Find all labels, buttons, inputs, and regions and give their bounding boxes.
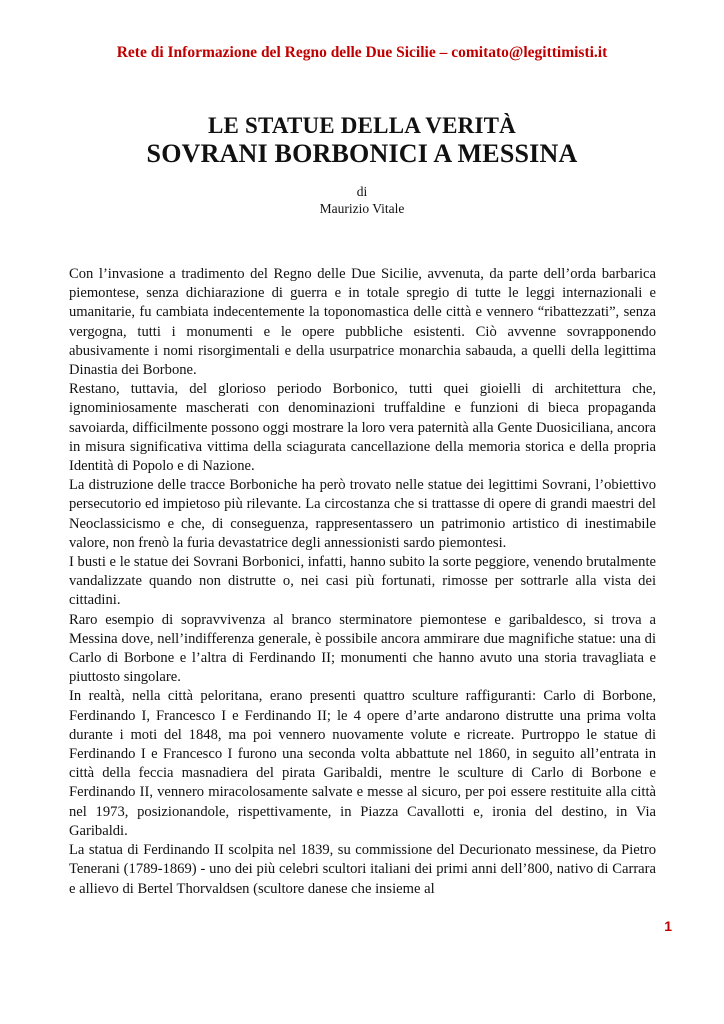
article-body [69,265,656,899]
author-name: Maurizio Vitale [319,201,405,216]
paragraph: Raro esempio di sopravvivenza al branco sterminatore piemontese e garibaldesco, si trova a Messina dove, nell’indifferenza generale, è possibile ancora ammirare due magnifiche statue: una di Carlo di Borbone e l’altra di Ferdinando II; monumenti che hanno avuto una storia travagliata e piuttosto singolare. [69,611,656,686]
page-number: 1 [664,918,672,934]
paragraph: In realtà, nella città peloritana, erano presenti quattro sculture raffiguranti: Carlo di Borbone, Ferdinando I, Francesco I e Ferdinando II; le 4 opere d’arte andarono distrutte una prima volta durante i moti del 1848, ma poi vennero nuovamente volute e ricreate. Purtroppo le statue di Ferdinando I e Francesco I furono una seconda volta abbattute nel 1860, in seguito all’entrata in città della feccia masnadiera del pirata Garibaldi, mentre le sculture di Carlo di Borbone e Ferdinando II, vennero miracolosamente salvate e messe al sicuro, per poi essere restituite alla città nel 1973, posizionandole, rispettivamente, in Piazza Cavallotti e, ironia del destino, in Via Garibaldi. [69,688,656,839]
paragraph: I busti e le statue dei Sovrani Borbonici, infatti, hanno subito la sorte peggiore, venendo brutalmente vandalizzate quando non distrutte o, nei casi più fortunati, rimosse per sottrarle alla vista dei cittadini. [69,554,656,609]
paragraph: La statua di Ferdinando II scolpita nel 1839, su commissione del Decurionato messinese, da Pietro Tenerani (1789-1869) - uno dei più celebri scultori italiani dei primi anni dell’800, nativo di Carrara e allievo di Bertel Thorvaldsen (scultore danese che insieme al [69,842,656,897]
title-line-1: LE STATUE DELLA VERITÀ [208,113,516,138]
byline-di: di [356,184,368,199]
byline [0,183,724,217]
paragraph: La distruzione delle tracce Borboniche ha però trovato nelle statue dei legittimi Sovrani, l’obiettivo persecutorio ed impietoso più rilevante. La circostanza che si trattasse di opere di grandi maestri del Neoclassicismo e che, di conseguenza, rappresentassero un patrimonio artistico di inestimabile valore, non frenò la furia devastatrice degli annessionisti sardo piemontesi. [69,477,656,551]
paragraph: Restano, tuttavia, del glorioso periodo Borbonico, tutti quei gioielli di architettura che, ignominiosamente mascherati con denominazioni truffaldine e funzioni di bieca propaganda savoiarda, difficilmente possono oggi mostrare la loro vera paternità alla Gente Duosiciliana, ancora in misura significativa vittima della sciagurata cancellazione della memoria storica e della propria Identità di Popolo e di Nazione. [69,381,656,475]
title-block [0,112,724,169]
paragraph: Con l’invasione a tradimento del Regno delle Due Sicilie, avvenuta, da parte dell’orda barbarica piemontese, senza dichiarazione di guerra e in totale spregio di tutte le leggi internazionali e umanitarie, fu cambiata indecentemente la toponomastica delle città e vennero “ribattezzati”, senza vergogna, tutti i monumenti e le opere pubbliche esistenti. Ciò avvenne sovrapponendo abusivamente i nomi risorgimentali e della usurpatrice monarchia sabauda, a quelli della legittima Dinastia dei Borbone. [69,266,656,379]
title-line-2: SOVRANI BORBONICI A MESSINA [146,139,578,168]
running-header: Rete di Informazione del Regno delle Due Sicilie – comitato@legittimisti.it [116,44,608,61]
